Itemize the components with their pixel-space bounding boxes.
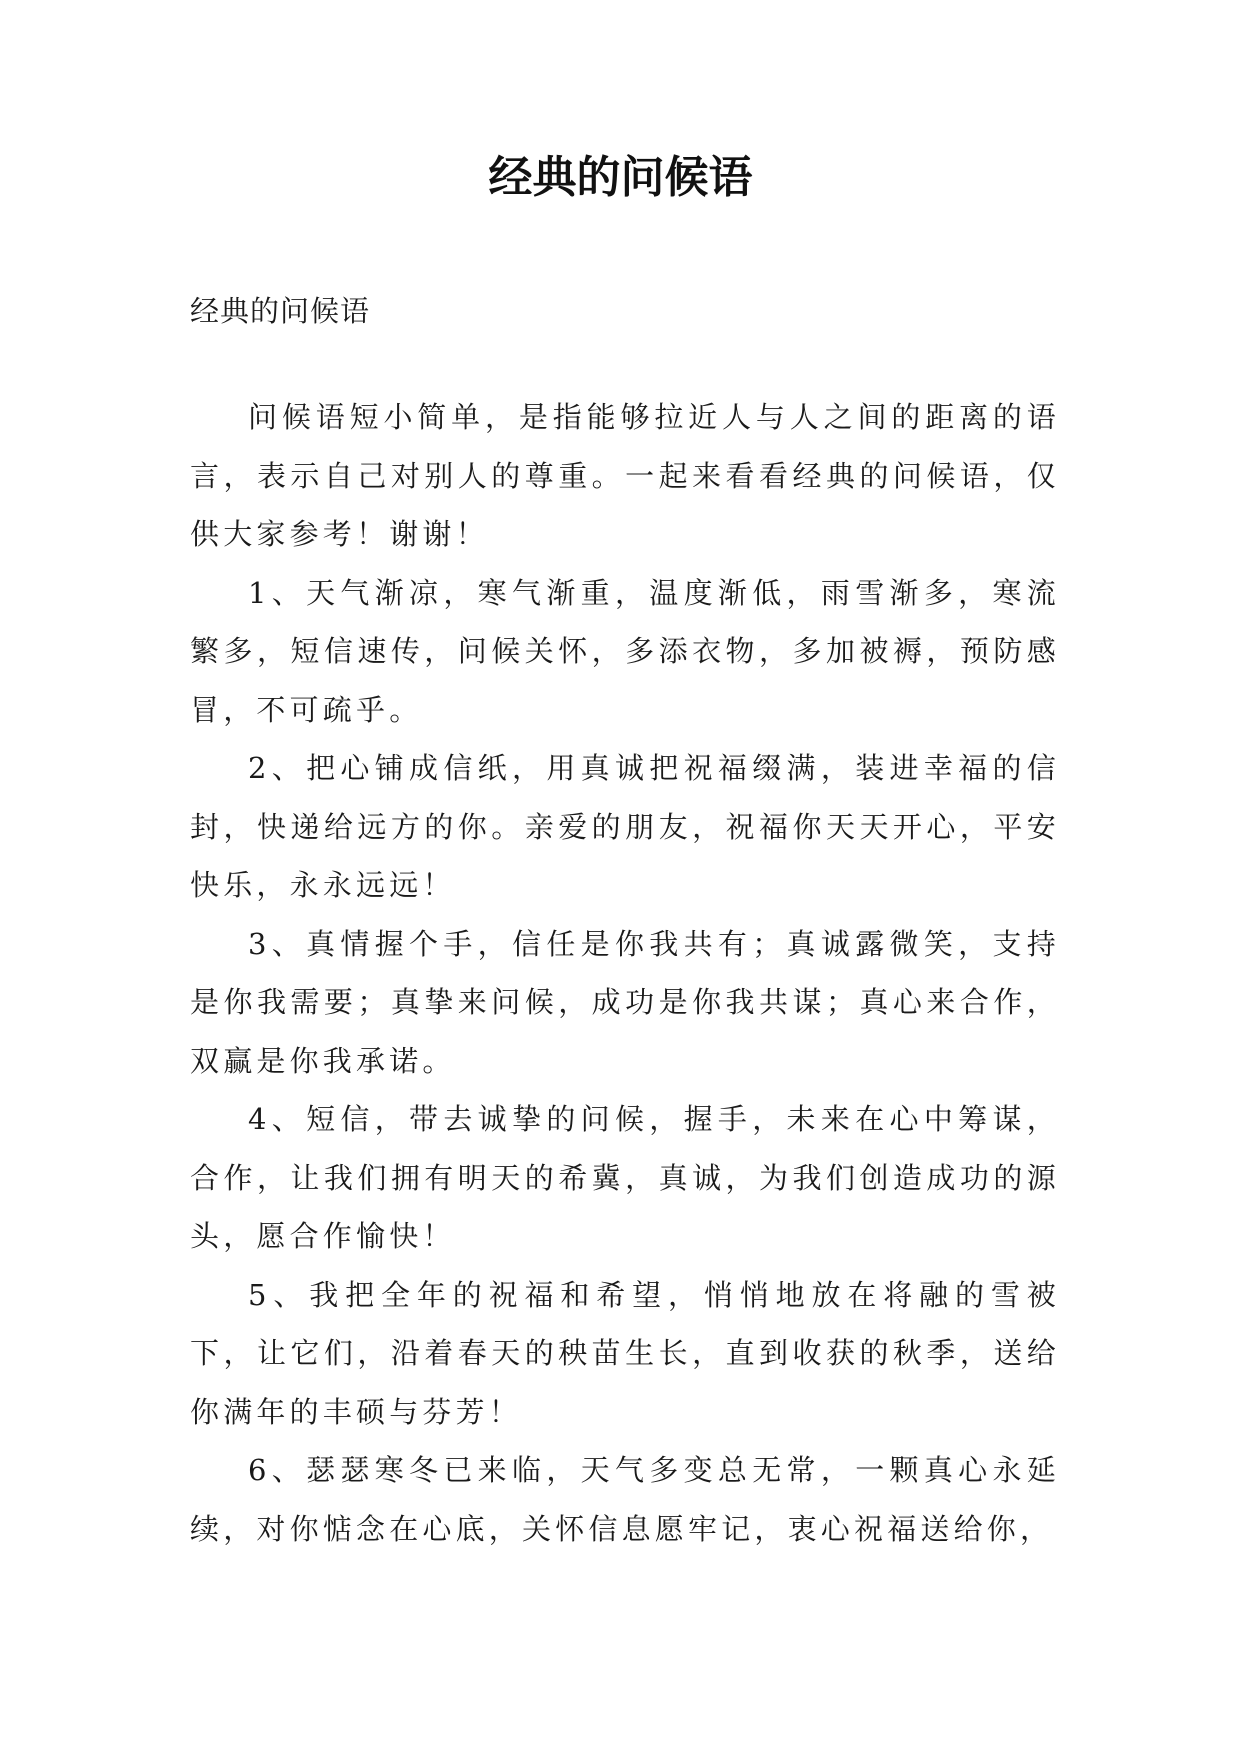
document-subtitle: 经典的问候语: [190, 294, 371, 328]
paragraph-item-1: 1、天气渐凉，寒气渐重，温度渐低，雨雪渐多，寒流繁多，短信速传，问候关怀，多添衣物，多加被褥，预防感冒，不可疏乎。: [190, 575, 1060, 727]
paragraph-item-4: 4、短信，带去诚挚的问候，握手，未来在心中筹谋，合作，让我们拥有明天的希冀，真诚，为我们创造成功的源头，愿合作愉快！: [190, 1102, 1060, 1253]
paragraph-intro: 问候语短小简单，是指能够拉近人与人之间的距离的语言，表示自己对别人的尊重。一起来看看经典的问候语，仅供大家参考！谢谢！: [190, 400, 1060, 551]
paragraph-item-6: 6、瑟瑟寒冬已来临，天气多变总无常，一颗真心永延续，对你惦念在心底，关怀信息愿牢记，衷心祝福送给你，: [190, 1453, 1060, 1546]
paragraph-item-5: 5、我把全年的祝福和希望，悄悄地放在将融的雪被下，让它们，沿着春天的秧苗生长，直到收获的秋季，送给你满年的丰硕与芬芳！: [190, 1277, 1060, 1429]
document-title: 经典的问候语: [488, 152, 753, 203]
paragraph-item-2: 2、把心铺成信纸，用真诚把祝福缀满，装进幸福的信封，快递给远方的你。亲爱的朋友，祝福你天天开心，平安快乐，永永远远！: [190, 751, 1060, 902]
paragraph-item-3: 3、真情握个手，信任是你我共有；真诚露微笑，支持是你我需要；真挚来问候，成功是你我共谋；真心来合作，双赢是你我承诺。: [190, 926, 1060, 1078]
paragraph-list: [190, 388, 1060, 1558]
document-body: [190, 282, 1060, 1558]
